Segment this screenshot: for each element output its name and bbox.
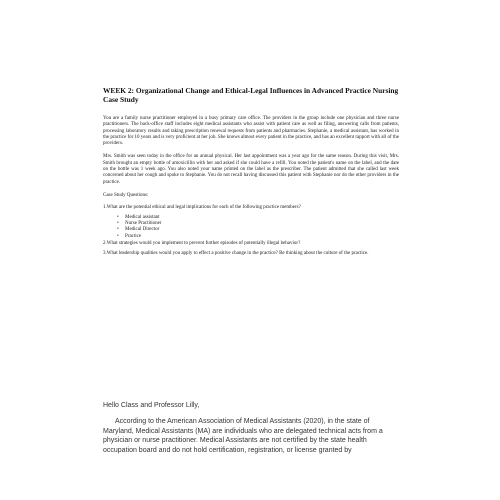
list-item-label: Nurse Practitioner [125,220,162,226]
response-paragraph: According to the American Association of Medical Assistants (2020), in the state of Maryland, Medical Assistants (MA) are individuals who are delegated technical acts from a physician or nurse practitioner. Medical Assistants are not certified by the state health occupation board and do not hold certification, registration, or license granted by [103,418,383,454]
practice-members-list [103,215,399,241]
bullet-icon: • [117,220,119,226]
scenario-paragraph-2: Mrs. Smith was seen today in the office for an annual physical. Her last appointment was a year ago for the same reason. During this visit, Mrs. Smith brought an empty bottle of amoxicillin with her and asked if she could have a refill. You noted the patient's name on the label, and the date on the bottle was 1 week ago. You also noted your name printed on the label as the prescriber. The patient admitted that she called last week concerned about her cough and spoke to Stephanie. You do not recall having discussed this patient with Stephanie nor do the other providers in the practice. [103,154,399,185]
case-study-section [103,86,399,258]
response-greeting: Hello Class and Professor Lilly, [103,402,200,409]
question-1: 1.What are the potential ethical and legal implications for each of the following practice members? [103,205,301,211]
page-title: WEEK 2: Organizational Change and Ethical-Legal Influences in Advanced Practice Nursing Case Study [103,86,399,104]
scenario-paragraph-1: You are a family nurse practitioner employed in a busy primary care office. The providers in the group include one physician and three nurse practitioners. The back-office staff includes eight medical assistants who assist with patient care as well as filing, answering calls from patients, processing laboratory results and taking prescription renewal requests from patients and pharmacies. Stephanie, a medical assistant, has worked in the practice for 10 years and is very proficient at her job. She knows almost every patient in the practice, and has an excellent rapport with all of the providers. [103,116,399,147]
list-item [117,234,399,240]
questions-label: Case Study Questions: [103,192,149,198]
list-item-label: Medical assistant [125,214,160,220]
bullet-icon: • [117,214,119,220]
question-3: 3.What leadership qualities would you apply to effect a positive change in the practice? Be thinking about the culture of the practice. [103,251,369,257]
list-item-label: Practice [125,233,142,239]
list-item-label: Medical Director [125,227,160,233]
discussion-response-section [103,401,399,455]
bullet-icon: • [117,233,119,239]
bullet-icon: • [117,227,119,233]
question-2: 2.What strategies would you implement to prevent further episodes of potentially illegal behavior? [103,241,301,247]
